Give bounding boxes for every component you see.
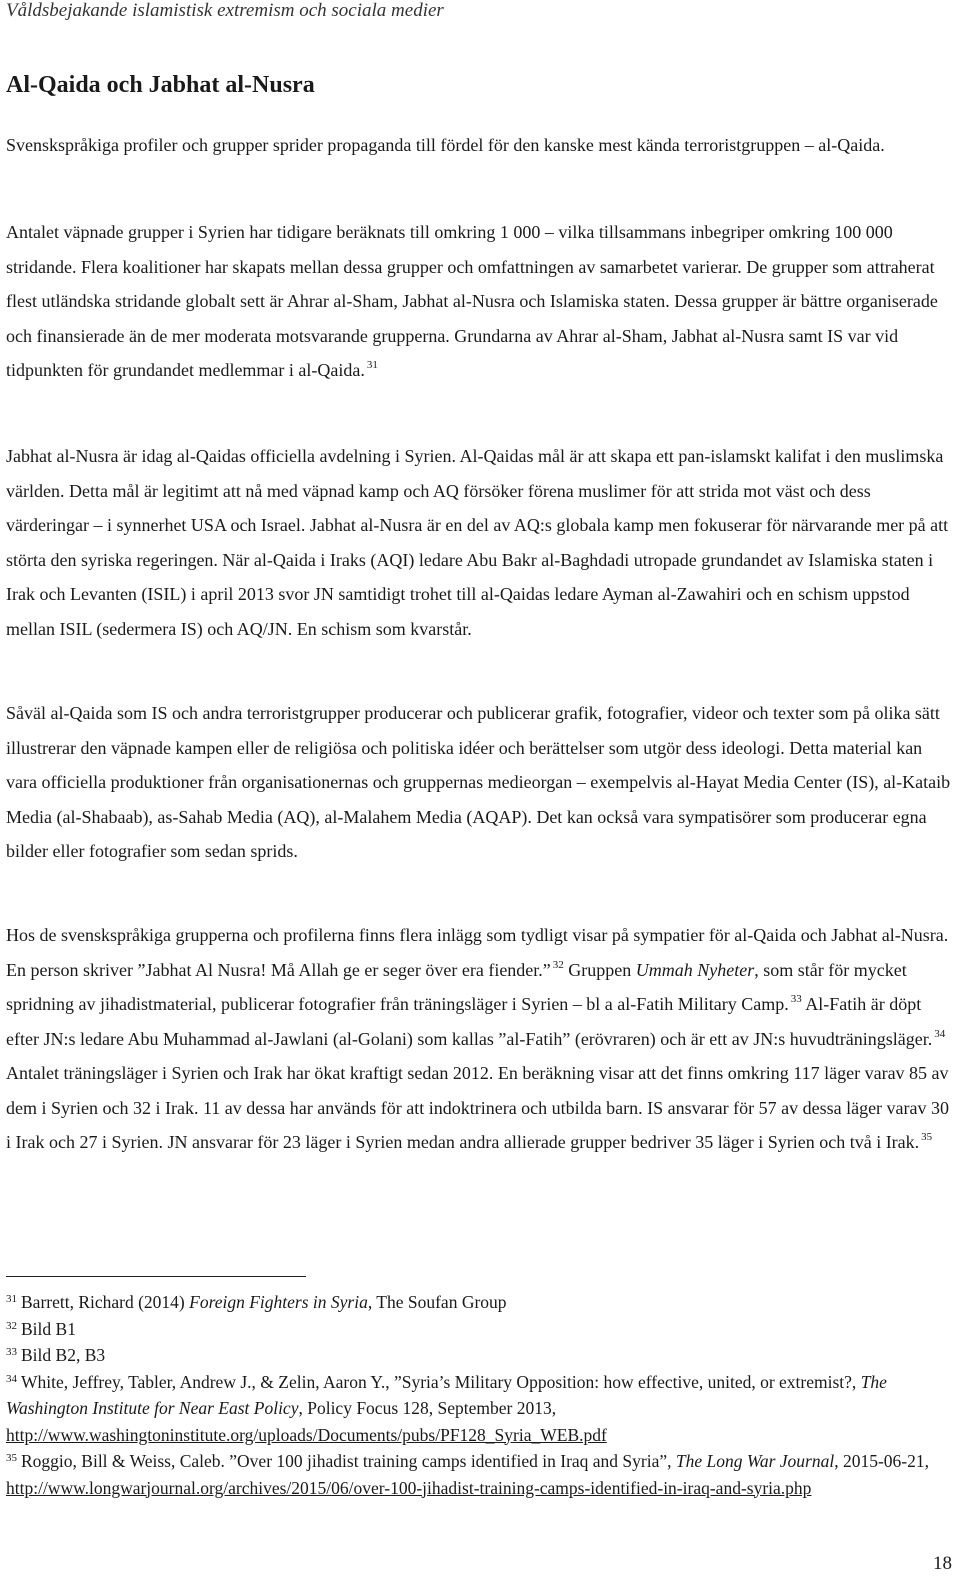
footnote-link[interactable]: http://www.washingtoninstitute.org/uploads/Documents/pubs/PF128_Syria_WEB.pdf	[6, 1424, 607, 1445]
paragraph-text: Antalet träningsläger i Syrien och Irak har ökat kraftigt sedan 2012. En beräkning visar att det finns omkring 117 läger varav 85 av dem i Syrien och 32 i Irak. 11 av dessa har används för att indoktrinera och utbilda barn. IS ansvarar för 57 av dessa läger varav 30 i Irak och 27 i Syrien. JN ansvarar för 23 läger i Syrien medan andra allierade grupper bedriver 35 läger i Syrien och två i Irak.	[6, 1063, 950, 1152]
footnote-34	[6, 1369, 948, 1449]
footnote-text: Barrett, Richard (2014)	[21, 1292, 190, 1312]
paragraph-swedish-groups	[6, 918, 951, 1160]
footnote-link[interactable]: http://www.longwarjournal.org/archives/2015/06/over-100-jihadist-training-camps-identified-in-iraq-and-syria.php	[6, 1477, 812, 1498]
footnote-text: , The Soufan Group	[367, 1292, 507, 1312]
footnote-number: 33	[6, 1346, 17, 1358]
footnote-31	[6, 1289, 948, 1316]
paragraph-armed-groups	[6, 215, 951, 388]
footnote-number: 34	[6, 1372, 17, 1385]
footnote-divider	[6, 1276, 306, 1277]
footnote-text: , Policy Focus 128, September 2013,	[298, 1398, 557, 1418]
footnote-number: 32	[6, 1319, 17, 1332]
footnote-35	[6, 1448, 948, 1501]
footnote-title: The Long War Journal	[675, 1451, 835, 1471]
paragraph-media-production: Såväl al-Qaida som IS och andra terroristgrupper producerar och publicerar grafik, fotografier, videor och texter som på olika sätt illustrerar den väpnade kampen eller de religiösa och politiska idéer och berättelser som utgör dess ideologi. Detta material kan vara officiella produktioner från organisationernas och gruppernas medieorgan – exempelvis al-Hayat Media Center (IS), al-Kataib Media (al-Shabaab), as-Sahab Media (AQ), al-Malahem Media (AQAP). Det kan också vara sympatisörer som producerar egna bilder eller fotografier som sedan sprids.	[6, 703, 951, 861]
footnote-ref[interactable]: 31	[366, 359, 378, 371]
paragraph-text: Al-Fatih är döpt efter JN:s ledare Abu Muhammad al-Jawlani (al-Golani) som kallas ”al-Fatih” (erövraren) och är ett av JN:s huvudträningsläger.	[6, 994, 933, 1049]
running-header: Våldsbejakande islamistisk extremism och sociala medier	[6, 0, 444, 21]
footnote-ref[interactable]: 35	[921, 1131, 933, 1143]
page-number: 18	[933, 1553, 952, 1574]
footnote-text: Bild B2, B3	[21, 1345, 106, 1365]
paragraph-jabhat-al-nusra: Jabhat al-Nusra är idag al-Qaidas officiella avdelning i Syrien. Al-Qaidas mål är att skapa ett pan-islamskt kalifat i den muslimska världen. Detta mål är legitimt att nå med väpnad kamp och AQ försöker förena muslimer för att strida mot väst och dess värderingar – i synnerhet USA och Israel. Jabhat al-Nusra är en del av AQ:s globala kamp men fokuserar för närvarande mer på att störta den syriska regeringen. När al-Qaida i Iraks (AQI) ledare Abu Bakr al-Baghdadi utropade grundandet av Islamiska staten i Irak och Levanten (ISIL) i april 2013 svor JN samtidigt trohet till al-Qaidas ledare Ayman al-Zawahiri och en schism uppstod mellan ISIL (sedermera IS) och AQ/JN. En schism som kvarstår.	[6, 446, 949, 639]
footnote-text: Bild B1	[21, 1318, 76, 1339]
footnote-ref[interactable]: 33	[790, 993, 802, 1005]
paragraph-intro: Svenskspråkiga profiler och grupper sprider propaganda till fördel för den kanske mest kända terroristgruppen – al-Qaida.	[6, 135, 885, 155]
footnote-text: White, Jeffrey, Tabler, Andrew J., & Zelin, Aaron Y., ”Syria’s Military Opposition: how effective, united, or extremist?,	[21, 1371, 861, 1392]
paragraph-text: Gruppen	[563, 959, 636, 980]
footnote-ref[interactable]: 34	[934, 1027, 946, 1040]
footnote-33	[6, 1342, 948, 1369]
paragraph-text: Hos de svenskspråkiga grupperna och profilerna finns flera inlägg som tydligt visar på sympatier för al-Qaida och Jabhat al-Nusra. En person skriver ”Jabhat Al Nusra! Må Allah ge er seger över era fiender.”	[6, 925, 949, 980]
footnote-title: Foreign Fighters in Syria	[189, 1292, 368, 1312]
footnote-text: , 2015-06-21,	[834, 1451, 930, 1471]
footnote-number: 35	[6, 1452, 17, 1464]
paragraph-text: Antalet väpnade grupper i Syrien har tidigare beräknats till omkring 1 000 – vilka tillsammans inbegriper omkring 100 000 stridande. Flera koalitioner har skapats mellan dessa grupper och omfattningen av samarbetet varierar. De grupper som attraherat flest utländska stridande globalt sett är Ahrar al-Sham, Jabhat al-Nusra och Islamiska staten. Dessa grupper är bättre organiserade och finansierade än de mer moderata motsvarande grupperna. Grundarna av Ahrar al-Sham, Jabhat al-Nusra samt IS var vid tidpunkten för grundandet medlemmar i al-Qaida.	[6, 222, 938, 380]
footnote-number: 31	[6, 1293, 17, 1305]
footnote-text: Roggio, Bill & Weiss, Caleb. ”Over 100 jihadist training camps identified in Iraq and Syria”,	[21, 1451, 676, 1471]
paragraph-text: , som står för mycket spridning av jihadistmaterial, publicerar fotografier från träningsläger i Syrien – bl a al-Fatih Military Camp.	[6, 959, 907, 1014]
section-heading: Al-Qaida och Jabhat al-Nusra	[6, 72, 315, 98]
footnote-title: The Washington Institute for Near East Policy	[6, 1371, 887, 1418]
footnote-32	[6, 1316, 948, 1343]
footnotes	[6, 1289, 948, 1501]
group-name-italic: Ummah Nyheter	[635, 959, 755, 980]
footnote-ref[interactable]: 32	[552, 958, 564, 971]
